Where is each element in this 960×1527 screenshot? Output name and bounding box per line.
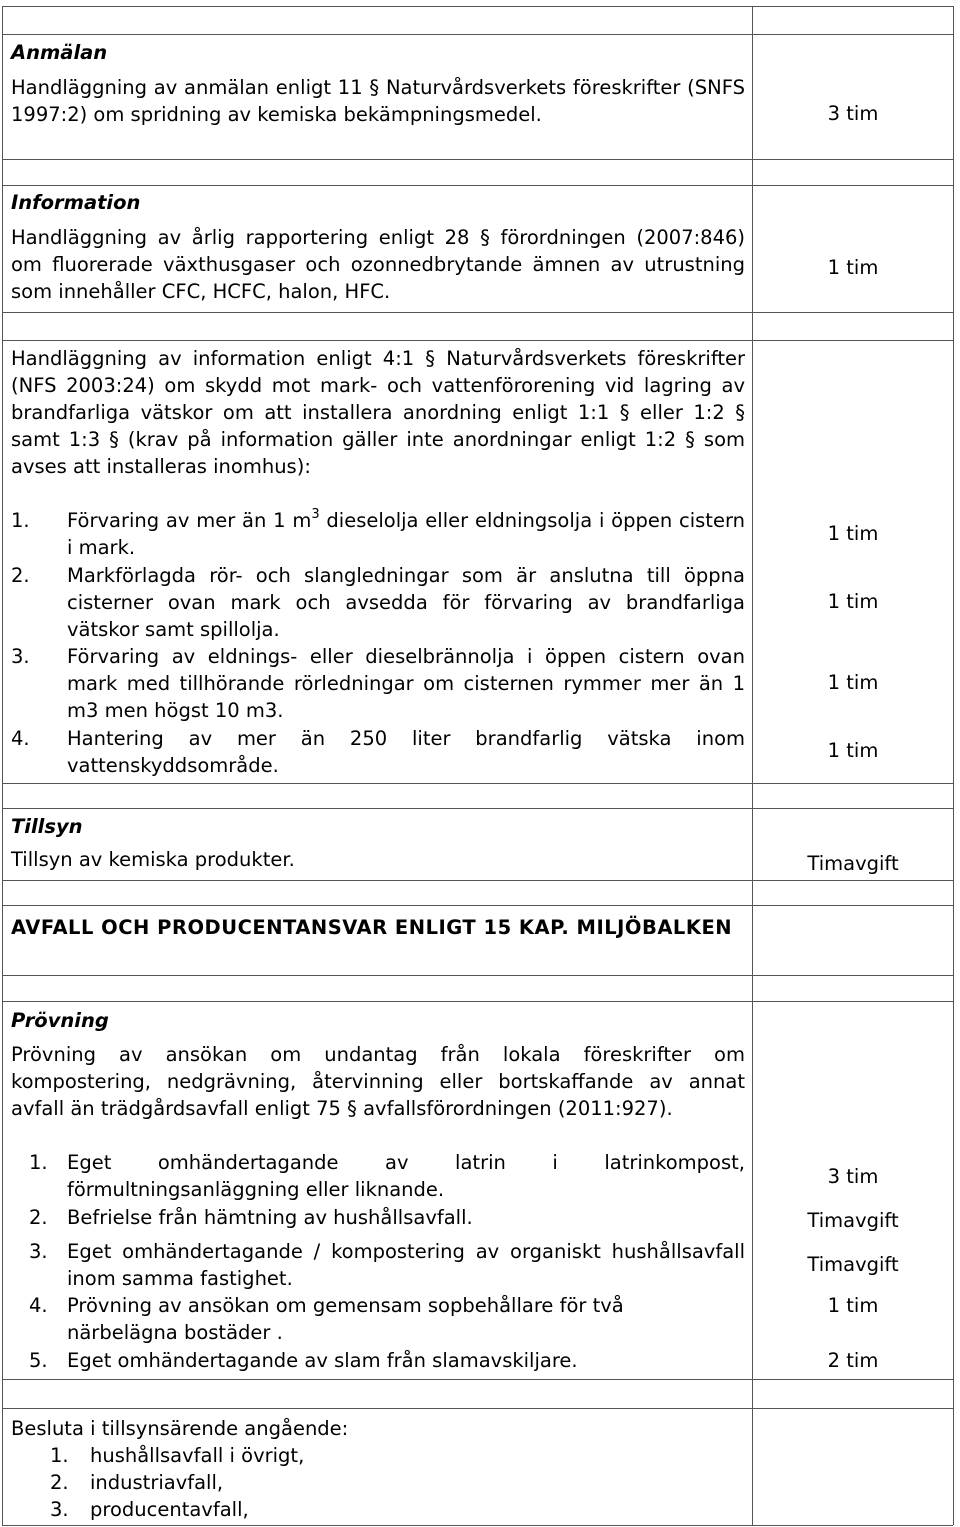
item-number: 2.	[29, 1206, 48, 1229]
row-divider	[2, 783, 953, 784]
anmalan-text: Handläggning av anmälan enligt 11 § Naturvårdsverkets föreskrifter (SNFS 1997:2) om spridning av kemiska bekämpningsmedel.	[11, 76, 745, 126]
item-fee: Timavgift	[807, 1209, 899, 1232]
list-item	[11, 1496, 745, 1523]
item-fee: 1 tim	[827, 1294, 879, 1317]
row-divider	[2, 6, 953, 7]
item-text: Prövning av ansökan om gemensam sopbehållare för två närbelägna bostäder .	[67, 1294, 624, 1344]
item-text: hushållsavfall i övrigt,	[90, 1444, 305, 1467]
list-item	[11, 1204, 745, 1234]
handlaggning-intro: Handläggning av information enligt 4:1 § Naturvårdsverkets föreskrifter (NFS 2003:24) om skydd mot mark- och vattenförorening vid lagring av brandfarliga vätskor om att installera anordning enligt 1:1 § eller 1:2 § samt 1:3 § (krav på information gäller inte anordningar enligt 1:2 § som avses att installeras inomhus):	[11, 347, 745, 478]
item-number: 1.	[50, 1444, 69, 1467]
item-number: 2.	[50, 1471, 69, 1494]
list-item	[11, 562, 745, 643]
row-divider	[2, 905, 953, 906]
information-fee: 1 tim	[827, 256, 879, 279]
item-number: 1.	[11, 509, 30, 532]
item-number: 3.	[29, 1240, 48, 1263]
item-text: Befrielse från hämtning av hushållsavfall.	[67, 1206, 473, 1229]
item-fee: 1 tim	[827, 739, 879, 762]
information-text: Handläggning av årlig rapportering enligt 28 § förordningen (2007:846) om fluorerade växthusgaser och ozonnedbrytande ämnen av utrustning som innehåller CFC, HCFC, halon, HFC.	[11, 226, 745, 303]
item-text: Eget omhändertagande av slam från slamavskiljare.	[67, 1349, 578, 1372]
item-fee: 1 tim	[827, 522, 879, 545]
row-divider	[2, 808, 953, 809]
item-text: Eget omhändertagande / kompostering av organiskt hushållsavfall inom samma fastighet.	[67, 1240, 745, 1290]
item-text: Hantering av mer än 250 liter brandfarlig vätska inom vattenskyddsområde.	[67, 727, 745, 777]
table-border-left	[2, 6, 3, 1525]
item-number: 4.	[11, 727, 30, 750]
row-divider	[2, 880, 953, 881]
besluta-intro: Besluta i tillsynsärende angående:	[11, 1417, 349, 1440]
item-number: 5.	[29, 1349, 48, 1372]
item-text: Markförlagda rör- och slangledningar som är anslutna till öppna cisterner ovan mark och avsedda för förvaring av brandfarliga vätskor samt spillolja.	[67, 564, 745, 641]
item-text: Förvaring av mer än 1 $m^3$ dieselolja eller eldningsolja i öppen cistern i mark.	[67, 506, 745, 559]
table-border-bottom	[2, 1525, 953, 1526]
row-divider	[2, 159, 953, 160]
item-number: 3.	[11, 645, 30, 668]
list-item	[11, 1149, 745, 1203]
list-item	[11, 1442, 745, 1469]
item-text: producentavfall,	[90, 1498, 249, 1521]
anmalan-heading: Anmälan	[11, 41, 108, 64]
row-divider	[2, 340, 953, 341]
list-item	[11, 1347, 745, 1377]
tillsyn-text: Tillsyn av kemiska produkter.	[11, 848, 295, 871]
item-number: 2.	[11, 564, 30, 587]
item-text: Eget omhändertagande av latrin i latrinkompost, förmultningsanläggning eller liknande.	[67, 1151, 745, 1201]
anmalan-fee: 3 tim	[827, 102, 879, 125]
item-fee: 1 tim	[827, 671, 879, 694]
list-item	[11, 1238, 745, 1292]
section-title: AVFALL OCH PRODUCENTANSVAR ENLIGT 15 KAP. MILJÖBALKEN	[11, 916, 733, 939]
row-divider	[2, 1408, 953, 1409]
list-item	[11, 1292, 745, 1346]
item-fee: 3 tim	[827, 1165, 879, 1188]
provning-intro: Prövning av ansökan om undantag från lokala föreskrifter om kompostering, nedgrävning, återvinning eller bortskaffande av annat avfall än trädgårdsavfall enligt 75 § avfallsförordningen (2011:927).	[11, 1043, 745, 1120]
item-number: 3.	[50, 1498, 69, 1521]
item-number: 1.	[29, 1151, 48, 1174]
list-item	[11, 725, 745, 779]
row-divider	[2, 1001, 953, 1002]
information-heading: Information	[11, 191, 141, 214]
row-divider	[2, 185, 953, 186]
item-text: industriavfall,	[90, 1471, 224, 1494]
item-text: Förvaring av eldnings- eller dieselbrännolja i öppen cistern ovan mark med tillhörande rörledningar om cisternen rymmer mer än 1 m3 men högst 10 m3.	[67, 645, 745, 722]
item-fee: 2 tim	[827, 1349, 879, 1372]
item-number: 4.	[29, 1294, 48, 1317]
list-item	[11, 507, 745, 561]
list-item	[11, 1469, 745, 1496]
row-divider	[2, 34, 953, 35]
provning-heading: Prövning	[11, 1009, 109, 1032]
tillsyn-heading: Tillsyn	[11, 815, 83, 838]
tillsyn-fee: Timavgift	[807, 852, 899, 875]
row-divider	[2, 1379, 953, 1380]
list-item	[11, 643, 745, 724]
row-divider	[2, 312, 953, 313]
row-divider	[2, 975, 953, 976]
item-fee: Timavgift	[807, 1253, 899, 1276]
item-fee: 1 tim	[827, 590, 879, 613]
